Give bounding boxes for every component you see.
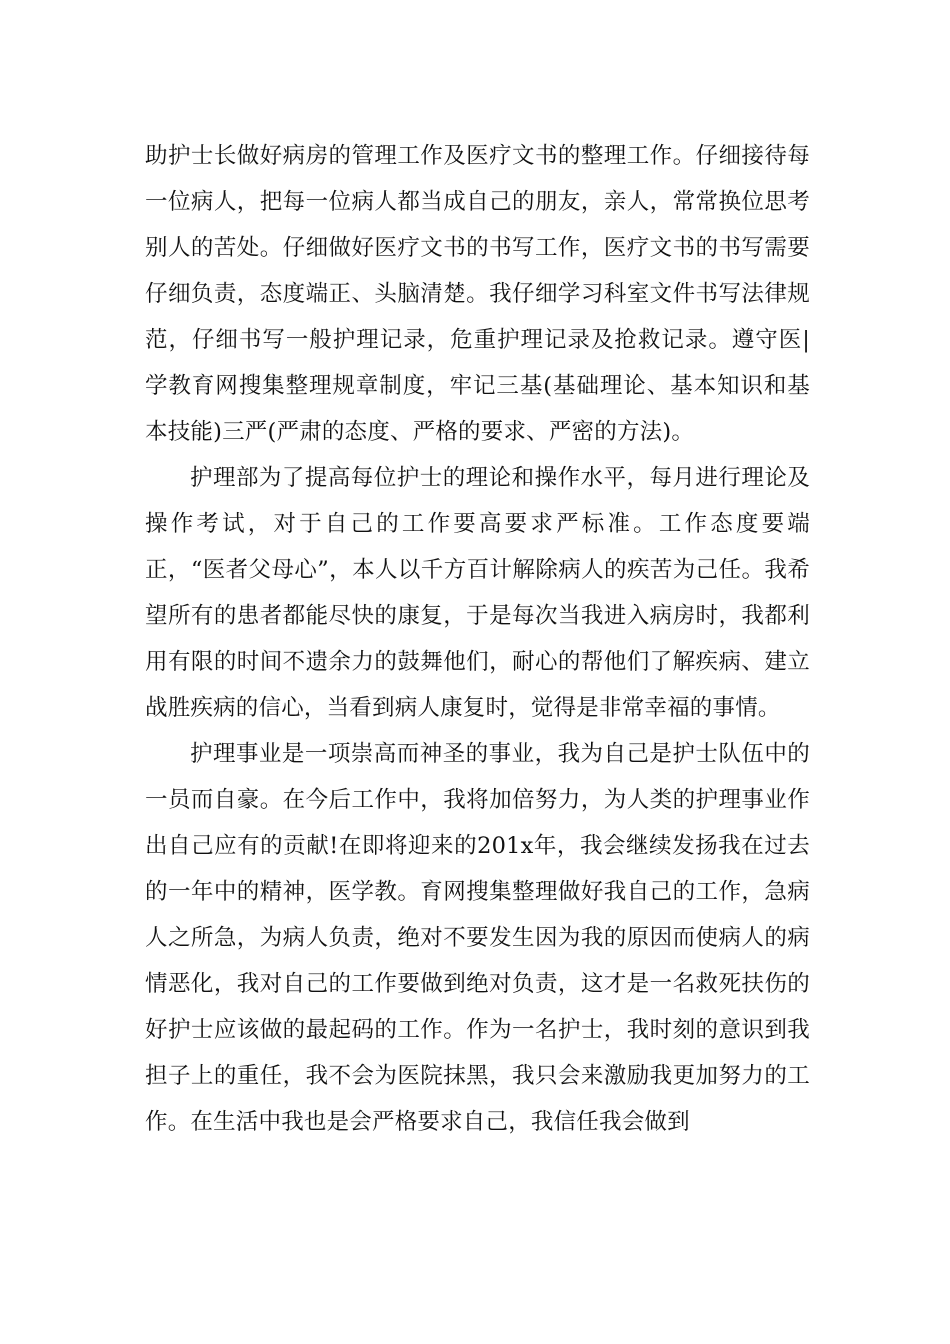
paragraph-3: 护理事业是一项崇高而神圣的事业，我为自己是护士队伍中的一员而自豪。在今后工作中，我将加倍努力，为人类的护理事业作出自己应有的贡献!在即将迎来的201x年，我会继续发扬我在过去的一年中的精神，医学教。育网搜集整理做好我自己的工作，急病人之所急，为病人负责，绝对不要发生因为我的原因而使病人的病情恶化，我对自己的工作要做到绝对负责，这才是一名救死扶伤的好护士应该做的最起码的工作。作为一名护士，我时刻的意识到我担子上的重任，我不会为医院抹黑，我只会来激励我更加努力的工作。在生活中我也是会严格要求自己，我信任我会做到	[145, 741, 810, 1135]
document-body	[145, 133, 810, 1145]
paragraph-1: 助护士长做好病房的管理工作及医疗文书的整理工作。仔细接待每一位病人，把每一位病人都当成自己的朋友，亲人，常常换位思考别人的苦处。仔细做好医疗文书的书写工作，医疗文书的书写需要仔细负责，态度端正、头脑清楚。我仔细学习科室文件书写法律规范，仔细书写一般护理记录，危重护理记录及抢救记录。遵守医|学教育网搜集整理规章制度，牢记三基(基础理论、基本知识和基本技能)三严(严肃的态度、严格的要求、严密的方法)。	[145, 143, 810, 445]
paragraph-2: 护理部为了提高每位护士的理论和操作水平，每月进行理论及操作考试，对于自己的工作要高要求严标准。工作态度要端正，“医者父母心”，本人以千方百计解除病人的疾苦为己任。我希望所有的患者都能尽快的康复，于是每次当我进入病房时，我都利用有限的时间不遗余力的鼓舞他们，耐心的帮他们了解疾病、建立战胜疾病的信心，当看到病人康复时，觉得是非常幸福的事情。	[145, 465, 810, 721]
